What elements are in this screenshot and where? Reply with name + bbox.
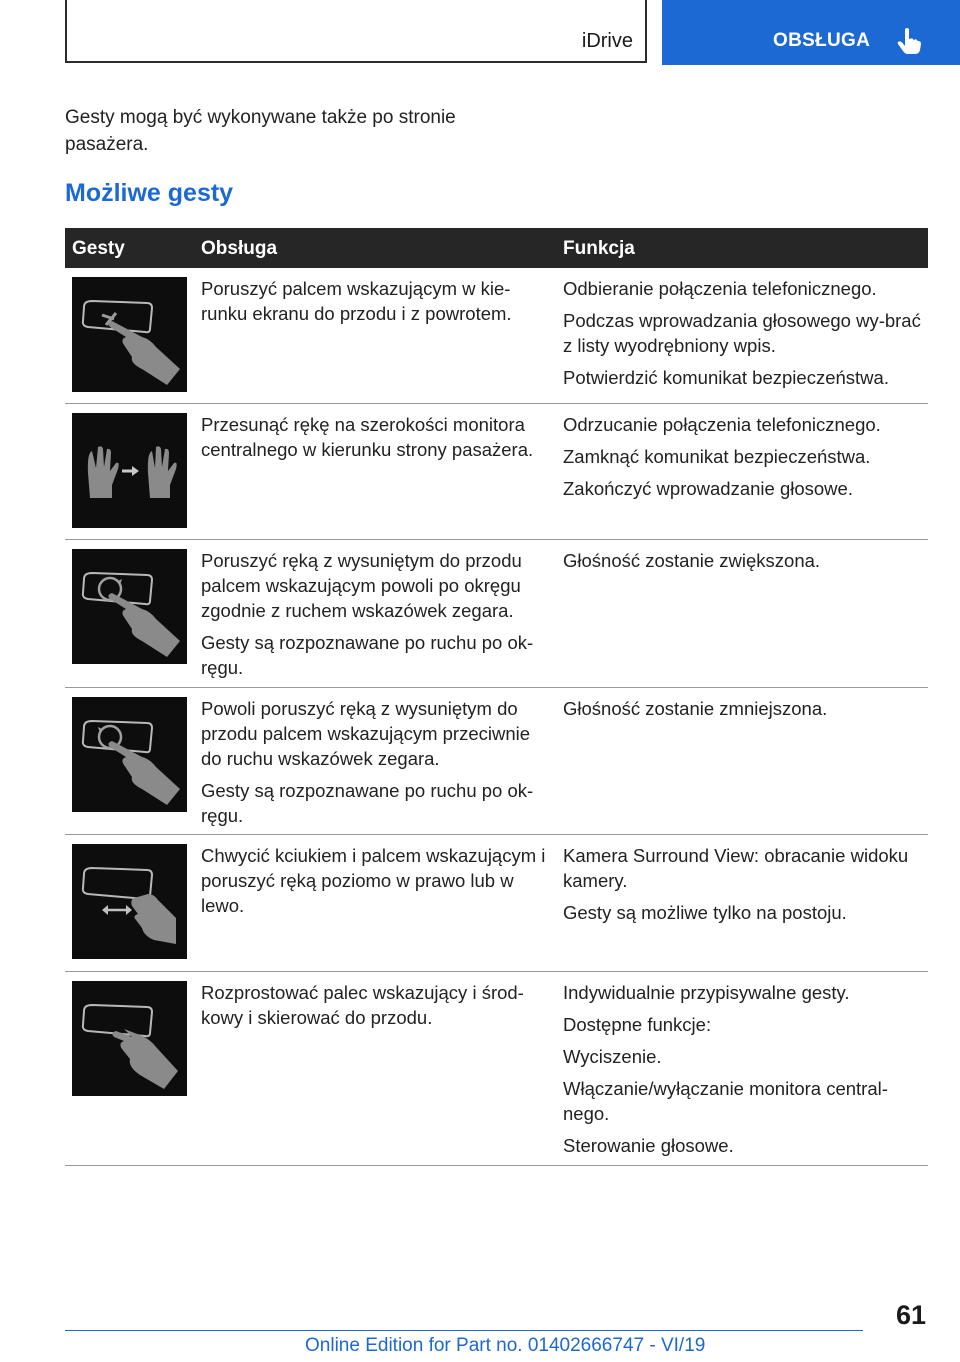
finger-forward-back-gesture-icon	[72, 277, 187, 392]
table-row	[65, 540, 928, 688]
section-title: OBSŁUGA	[773, 30, 871, 51]
operation-text: Przesunąć rękę na szerokości monitora centralnego w kierunku strony pasażera.	[201, 414, 534, 460]
header-operation: Obsługa	[201, 238, 278, 259]
intro-text: Gesty mogą być wykonywane także po stronie pasażera.	[65, 107, 456, 155]
operation-text: Rozprostować palec wskazujący i środ-kowy i skierować do przodu.	[201, 982, 524, 1028]
function-text: Wyciszenie.	[563, 1046, 662, 1067]
table-row	[65, 688, 928, 835]
pinch-swipe-gesture-icon	[72, 844, 187, 959]
operation-text: Poruszyć palcem wskazującym w kie-runku ekranu do przodu i z powrotem.	[201, 278, 512, 324]
header-chapter-box	[65, 0, 647, 63]
function-text: Gesty są możliwe tylko na postoju.	[563, 902, 847, 923]
page-number: 61	[895, 1300, 926, 1330]
operation-text: Gesty są rozpoznawane po ruchu po ok-ręgu.	[201, 632, 534, 678]
two-finger-point-gesture-icon	[72, 981, 187, 1096]
operation-text: Gesty są rozpoznawane po ruchu po ok-ręgu.	[201, 780, 534, 826]
table-row	[65, 972, 928, 1166]
function-text: Potwierdzić komunikat bezpieczeństwa.	[563, 367, 889, 388]
function-text: Zakończyć wprowadzanie głosowe.	[563, 478, 853, 499]
header-section-tab	[662, 0, 960, 65]
function-text: Głośność zostanie zwiększona.	[563, 550, 821, 571]
table-row	[65, 404, 928, 540]
function-text: Odrzucanie połączenia telefonicznego.	[563, 414, 881, 435]
function-text: Podczas wprowadzania głosowego wy-brać z listy wyodrębniony wpis.	[563, 310, 921, 356]
operation-text: Powoli poruszyć ręką z wysuniętym do przodu palcem wskazującym przeciwnie do ruchu wskazówek zegara.	[201, 698, 531, 769]
section-heading: Możliwe gesty	[65, 179, 234, 207]
function-text: Głośność zostanie zmniejszona.	[563, 698, 828, 719]
table-row	[65, 835, 928, 972]
table-header	[65, 228, 928, 268]
hand-swipe-gesture-icon	[72, 413, 187, 528]
operation-text: Chwycić kciukiem i palcem wskazującym i poruszyć ręką poziomo w prawo lub w lewo.	[201, 845, 546, 916]
header-function: Funkcja	[563, 238, 635, 259]
chapter-title: iDrive	[581, 30, 633, 52]
function-text: Włączanie/wyłączanie monitora central-nego.	[563, 1078, 888, 1124]
function-text: Odbieranie połączenia telefonicznego.	[563, 278, 877, 299]
header-gestures: Gesty	[72, 238, 125, 259]
edition-text: Online Edition for Part no. 01402666747 - VI/19	[305, 1335, 706, 1356]
function-text: Dostępne funkcje:	[563, 1014, 712, 1035]
function-text: Kamera Surround View: obracanie widoku kamery.	[563, 845, 909, 891]
finger-circle-clockwise-gesture-icon	[72, 549, 187, 664]
footer-divider	[65, 1330, 863, 1331]
gestures-table	[65, 228, 928, 1166]
function-text: Zamknąć komunikat bezpieczeństwa.	[563, 446, 871, 467]
pointing-hand-icon	[896, 27, 922, 55]
finger-circle-counterclockwise-gesture-icon	[72, 697, 187, 812]
function-text: Sterowanie głosowe.	[563, 1135, 734, 1156]
function-text: Indywidualnie przypisywalne gesty.	[563, 982, 850, 1003]
table-row	[65, 268, 928, 404]
operation-text: Poruszyć ręką z wysuniętym do przodu palcem wskazującym powoli po okręgu zgodnie z ruchem wskazówek zegara.	[201, 550, 522, 621]
